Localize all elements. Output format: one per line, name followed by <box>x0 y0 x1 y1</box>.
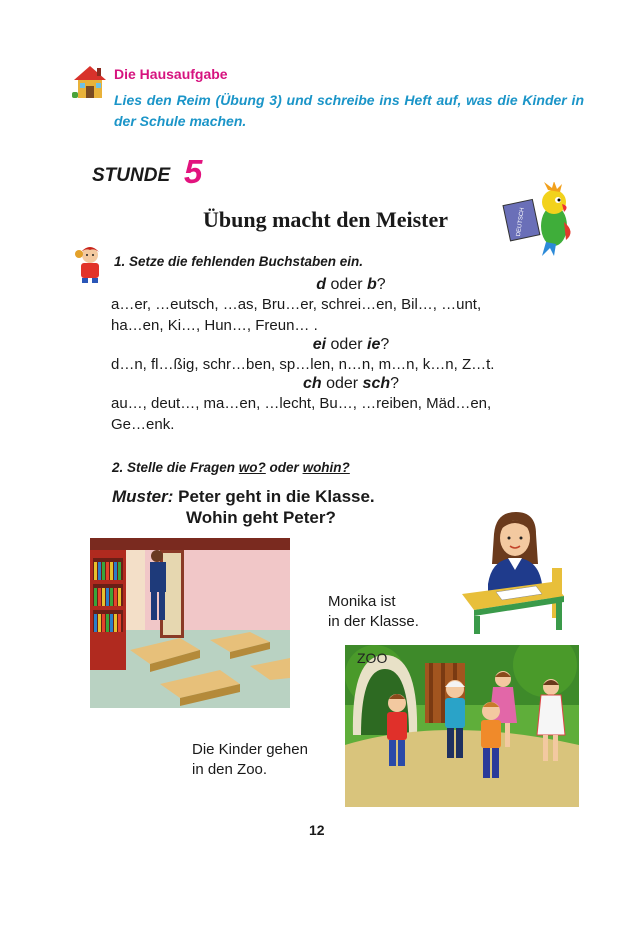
task2-title: 2. Stelle die Fragen wo? oder wohin? <box>112 460 350 475</box>
exercise-block <box>111 276 591 435</box>
group-header-ch-sch: ch oder sch? <box>302 375 400 392</box>
task1-title: 1. Setze die fehlenden Buchstaben ein. <box>114 254 364 269</box>
group-header-ei-ie: ei oder ie? <box>312 336 390 353</box>
exercise-line: Ge…enk. <box>111 416 175 433</box>
homework-text: Lies den Reim (Übung 3) und schreibe ins Heft auf, was die Kinder in der Schule machen. <box>114 92 584 129</box>
zoo-sign: ZOO <box>357 650 388 666</box>
question-wohin: wohin? <box>302 460 350 475</box>
parrot-icon <box>502 182 578 258</box>
homework-title: Die Hausaufgabe <box>114 66 228 82</box>
exercise-line: ha…en, Ki…, Hun…, Freun… . <box>111 317 318 334</box>
lesson-number: 5 <box>184 153 203 190</box>
exercise-line: d…n, fl…ßig, schr…ben, sp…len, n…n, m…n, k…n, Z…t. <box>111 356 495 373</box>
book-cover-text: DEUTSCH <box>515 207 526 237</box>
muster-label: Muster: <box>112 487 174 506</box>
exercise-line: a…er, …eutsch, …as, Bru…er, schrei…en, Bil…, …unt, <box>111 296 482 313</box>
house-icon <box>70 62 110 102</box>
muster-line-2: Wohin geht Peter? <box>186 508 336 527</box>
page-number: 12 <box>309 822 325 838</box>
monika-caption: Monika ist in der Klasse. <box>328 593 419 630</box>
muster-line-1: Muster: Peter geht in die Klasse. <box>112 487 375 506</box>
child-icon <box>72 244 108 284</box>
group-header-d-b: d oder b? <box>316 276 386 293</box>
classroom-illustration <box>90 538 290 708</box>
zoo-caption: Die Kinder gehen in den Zoo. <box>192 741 308 778</box>
exercise-line: au…, deut…, ma…en, …lecht, Bu…, …reiben, Mäd…en, <box>111 395 492 412</box>
lesson-title: Übung macht den Meister <box>203 207 449 232</box>
lesson-label: STUNDE <box>92 165 171 186</box>
teacher-illustration <box>456 512 570 634</box>
zoo-illustration <box>345 645 579 807</box>
question-wo: wo? <box>238 460 266 475</box>
